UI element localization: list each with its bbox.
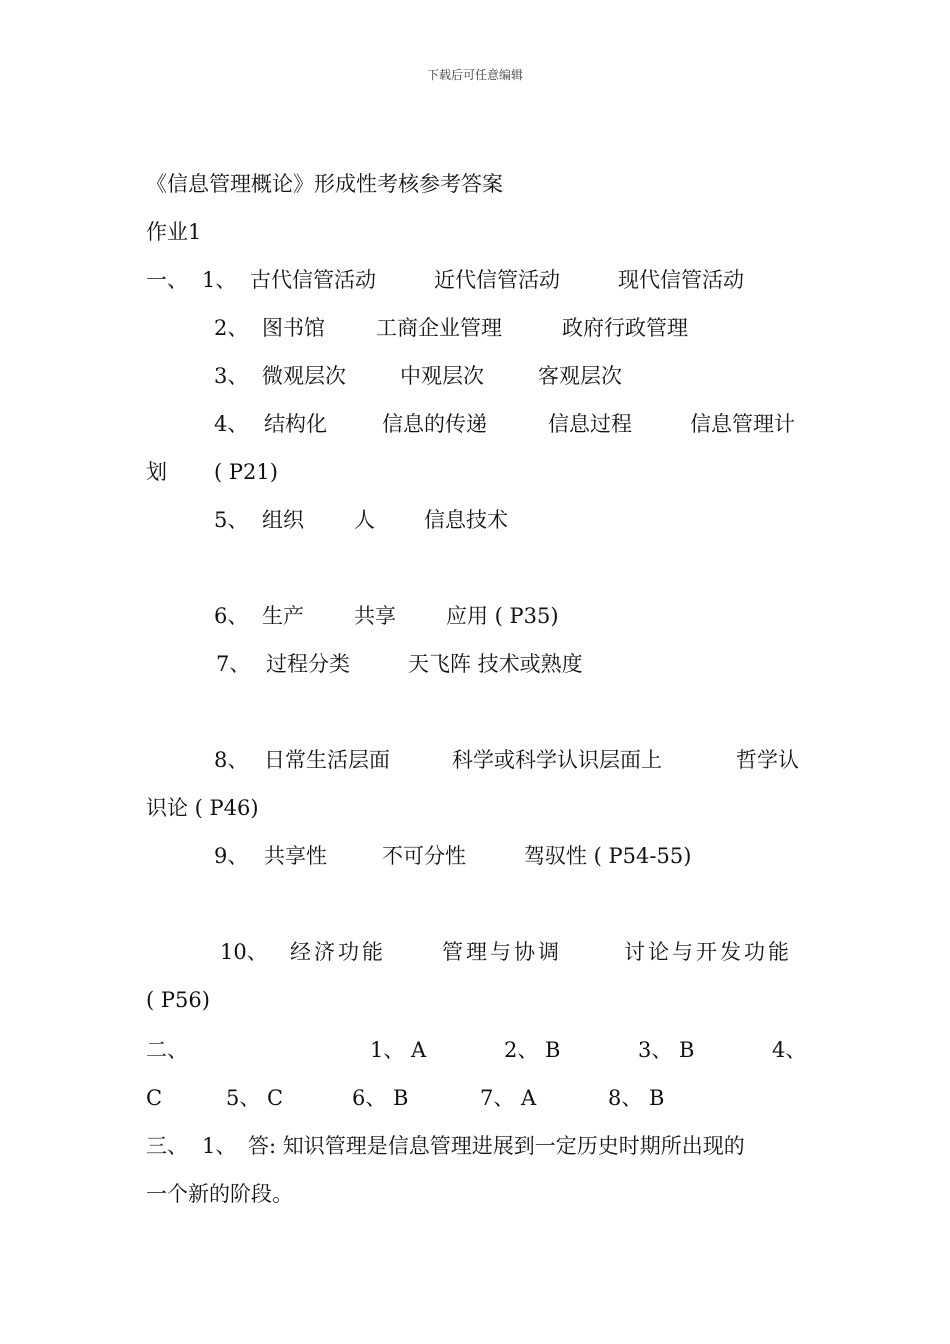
answer-10-continuation: ( P56)	[146, 988, 210, 1012]
answer-8-part: 日常生活层面	[264, 748, 390, 772]
answer-10-part: 经济功能	[290, 940, 386, 964]
answer-5-part: 信息技术	[424, 508, 508, 532]
answer-4-page-ref: ( P21)	[214, 460, 278, 484]
choice-answer: 7、 A	[480, 1086, 537, 1110]
choice-answer: 2、 B	[504, 1038, 561, 1062]
answer-9-part: 不可分性	[382, 844, 466, 868]
answer-5-number: 5、	[214, 508, 249, 532]
answer-9-number: 9、	[214, 844, 249, 868]
answer-8-number: 8、	[214, 748, 249, 772]
answer-10-number: 10、	[220, 940, 268, 964]
answer-10-part: 管理与协调	[442, 940, 562, 964]
assignment-label: 作业1	[146, 220, 202, 244]
section1-marker: 一、	[146, 268, 188, 292]
answer-7-number: 7、	[216, 652, 251, 676]
answer-4-part: 信息的传递	[382, 412, 487, 436]
answer-6-part: 共享	[354, 604, 396, 628]
answer-2-part: 图书馆	[262, 316, 325, 340]
answer-3-part: 客观层次	[538, 364, 622, 388]
answer-4-part: 信息管理计	[690, 412, 795, 436]
answer-1-number: 1、	[202, 268, 237, 292]
answer-10-part: 讨论与开发功能	[624, 940, 792, 964]
answer-5-part: 组织	[262, 508, 304, 532]
section2-marker: 二、	[146, 1038, 188, 1062]
answer-2-part: 政府行政管理	[562, 316, 688, 340]
answer-1-part: 近代信管活动	[434, 268, 560, 292]
answer-3-number: 3、	[214, 364, 249, 388]
document-title: 《信息管理概论》形成性考核参考答案	[146, 172, 503, 196]
answer-3-part: 中观层次	[400, 364, 484, 388]
answer-4-part: 信息过程	[548, 412, 632, 436]
answer-8-part: 哲学认	[736, 748, 799, 772]
essay-1-text-continuation: 一个新的阶段。	[146, 1182, 293, 1206]
answer-4-number: 4、	[214, 412, 249, 436]
answer-9-part: 共享性	[264, 844, 327, 868]
answer-6-part: 生产	[262, 604, 304, 628]
answer-1-part: 现代信管活动	[618, 268, 744, 292]
choice-answer: 6、 B	[352, 1086, 409, 1110]
choice-answer: 5、 C	[226, 1086, 284, 1110]
answer-6-part: 应用 ( P35)	[446, 604, 559, 628]
answer-5-part: 人	[354, 508, 375, 532]
answer-7-part: 天飞阵 技术或熟度	[408, 652, 583, 676]
answer-9-part: 驾驭性 ( P54-55)	[524, 844, 692, 868]
answer-2-part: 工商企业管理	[376, 316, 502, 340]
answer-8-continuation: 识论 ( P46)	[146, 796, 259, 820]
choice-answer: 4、	[772, 1038, 807, 1062]
answer-8-part: 科学或科学认识层面上	[452, 748, 662, 772]
choice-answer: 8、 B	[608, 1086, 665, 1110]
choice-answer: C	[146, 1086, 163, 1110]
section3-marker: 三、	[146, 1134, 188, 1158]
choice-answer: 3、 B	[638, 1038, 695, 1062]
answer-7-part: 过程分类	[266, 652, 350, 676]
answer-4-continuation: 划	[146, 460, 167, 484]
choice-answer: 1、 A	[370, 1038, 427, 1062]
answer-2-number: 2、	[214, 316, 249, 340]
essay-1-text: 答: 知识管理是信息管理进展到一定历史时期所出现的	[248, 1134, 745, 1158]
essay-1-number: 1、	[202, 1134, 237, 1158]
answer-4-part: 结构化	[264, 412, 327, 436]
answer-6-number: 6、	[214, 604, 249, 628]
answer-1-part: 古代信管活动	[250, 268, 376, 292]
page-header: 下载后可任意编辑	[426, 68, 523, 82]
answer-3-part: 微观层次	[262, 364, 346, 388]
